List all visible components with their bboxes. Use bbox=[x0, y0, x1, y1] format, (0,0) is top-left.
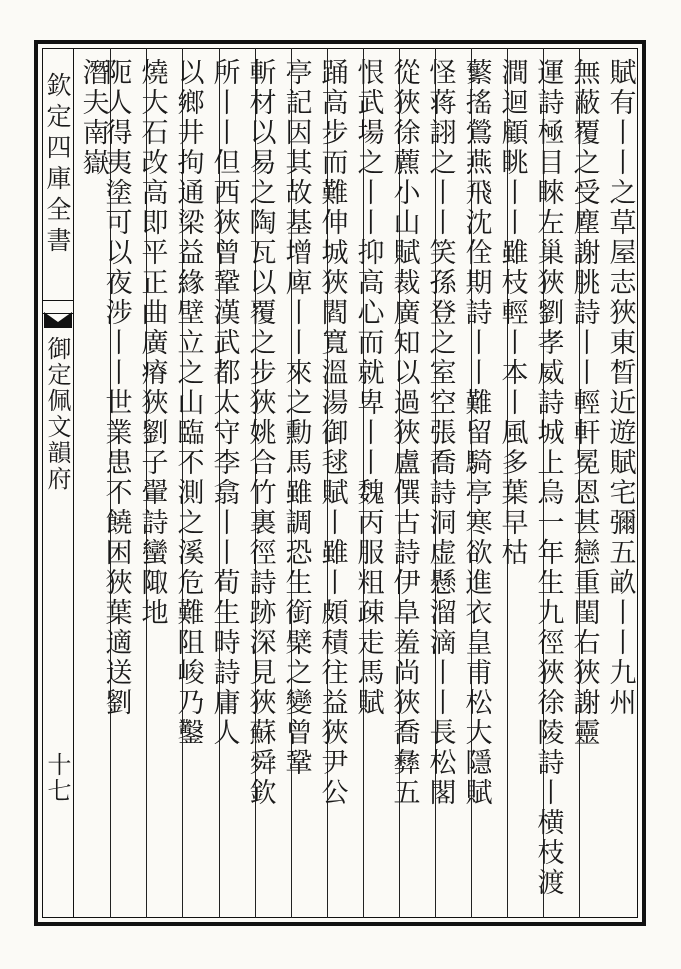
column-text: 賦有丨丨之草屋志狹東晳近遊賦宅彌五畝丨丨九州 bbox=[604, 58, 636, 718]
text-column-6 bbox=[420, 58, 460, 914]
text-column-9 bbox=[312, 58, 352, 914]
column-text: 潛夫南嶽 bbox=[77, 58, 109, 178]
column-text: 從狹徐藨小山賦裁廣知以過狹盧僎古詩伊阜羞尚狹喬彝五 bbox=[388, 58, 420, 808]
text-column-2 bbox=[564, 58, 604, 914]
text-column-12 bbox=[204, 58, 244, 914]
column-text: 怪蒋詡之丨丨笑孫登之室空張喬詩洞虚懸溜滴丨丨長松閣 bbox=[424, 58, 456, 808]
fishtail-mark-icon bbox=[44, 312, 72, 328]
text-column-1 bbox=[600, 58, 640, 914]
column-text: 無蔽覆之受塵謝朓詩丨丨輕軒冕恩甚戀重閨右狹謝靈 bbox=[568, 58, 600, 748]
text-column-10 bbox=[276, 58, 316, 914]
text-column-16 bbox=[76, 58, 110, 914]
page-number: 十七 bbox=[43, 752, 71, 804]
text-column-4 bbox=[492, 58, 532, 914]
column-text: 所丨丨但西狹曾鞏漢武都太守李翕丨丨荀生時詩庸人 bbox=[208, 58, 240, 748]
column-text: 恨武場之丨丨抑高心而就卑丨丨魏丙服粗疎走馬賦 bbox=[352, 58, 384, 718]
column-text: 亭記因其故基增庳丨丨來之勳馬雖調恐生銜檗之變曾鞏 bbox=[280, 58, 312, 778]
text-column-3 bbox=[528, 58, 568, 914]
text-column-7 bbox=[384, 58, 424, 914]
column-text: 斬材以易之陶瓦以覆之步狹姚合竹裏徑詩跡深見狹蘇舜欽 bbox=[244, 58, 276, 808]
text-column-5 bbox=[456, 58, 496, 914]
column-text: 踊高步而難伸城狹閻寬溫湯御毬賦丨雖丨頗積往益狹尹公 bbox=[316, 58, 348, 808]
column-text: 蘩搖鶯燕飛沈佺期詩丨丨難留騎亭寒欲進衣皇甫松大隱賦 bbox=[460, 58, 492, 808]
column-text: 阨人得夷塗可以夜涉丨丨世業患不饒困狹葉適送劉 bbox=[100, 58, 132, 718]
column-text: 澗迴顧眺丨丨雖枝輕丨本丨風多葉早枯 bbox=[496, 58, 528, 568]
text-column-8 bbox=[348, 58, 388, 914]
collection-title: 欽定四庫全書 bbox=[43, 72, 72, 258]
text-column-13 bbox=[168, 58, 208, 914]
column-text: 以鄉井拘通梁益緣壁立之山臨不測之溪危難阻峻乃鑿 bbox=[172, 58, 204, 748]
column-text: 運詩極目睞左巢狹劉孝威詩城上烏一年生九徑狹徐陵詩丨横枝渡 bbox=[532, 58, 564, 898]
book-title: 御定佩文韻府 bbox=[43, 336, 71, 492]
text-column-11 bbox=[240, 58, 280, 914]
text-column-14 bbox=[132, 58, 172, 914]
column-text: 燒大石改高即平正曲廣瘠狹劉子翬詩蠻陬地 bbox=[136, 58, 168, 628]
